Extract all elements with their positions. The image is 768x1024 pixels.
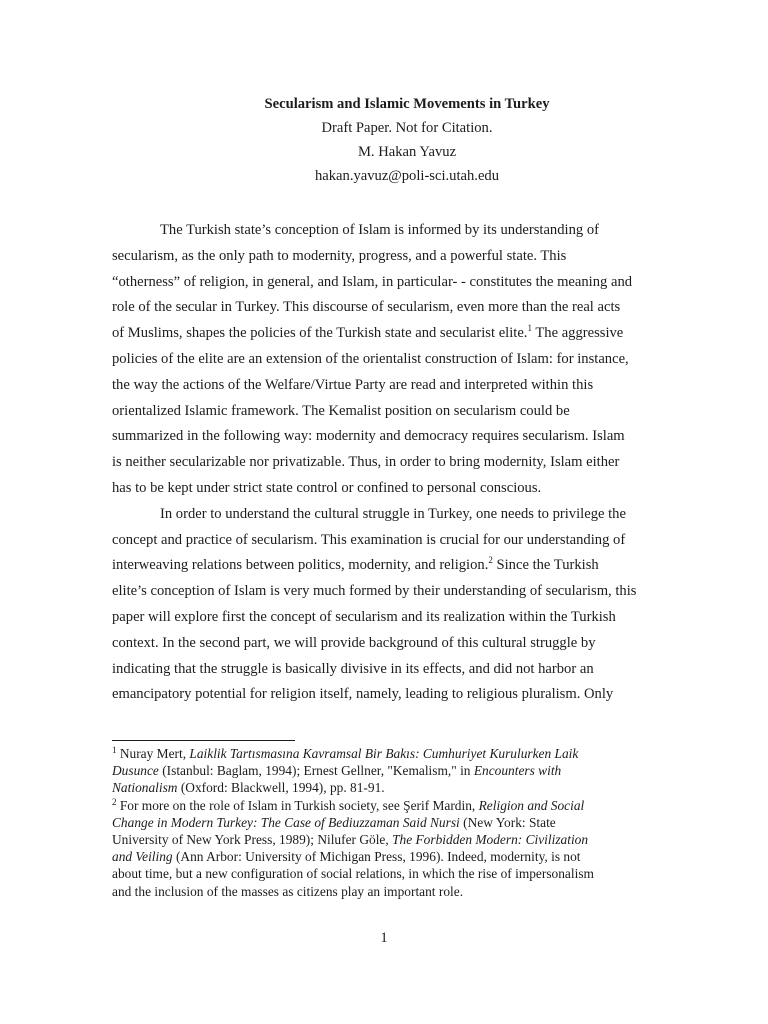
footnote-title: Encounters with [473, 763, 562, 779]
footnotes [112, 745, 668, 900]
footnote-2-line [112, 797, 668, 814]
footnote-2-line: about time, but a new configuration of social relations, in which the rise of impersonalism [112, 866, 594, 882]
footnote-text: (Istanbul: Baglam, 1994); Ernest Gellner, "Kemalism," in [158, 763, 474, 779]
paper-subtitle: Draft Paper. Not for Citation. [321, 120, 493, 136]
paragraph-2-line: paper will explore first the concept of secularism and its realization within the Turkish [112, 608, 616, 625]
footnote-ref-2[interactable]: 2 [488, 555, 493, 566]
footnote-mark-1: 1 [112, 745, 117, 755]
paragraph-1-line: policies of the elite are an extension of the orientalist construction of Islam: for instance, [112, 350, 629, 367]
footnote-title: Laiklik Tartısmasına Kavramsal Bir Bakıs: Cumhuriyet Kurulurken Laik [189, 746, 579, 761]
footnote-2-line [112, 831, 668, 848]
footnote-1-line [112, 745, 668, 762]
paragraph-1-line [112, 321, 660, 347]
footnote-text: University of New York Press, 1989); Nilufer Göle, [112, 832, 393, 848]
footnote-mark-2: 2 [112, 796, 117, 807]
footnote-2-line: and the inclusion of the masses as citizens play an important role. [112, 883, 464, 899]
footnote-title: Change in Modern Turkey: The Case of Bediuzzaman Said Nursi [112, 814, 460, 830]
footnote-2-line [112, 814, 668, 831]
paragraph-2-text: interweaving relations between politics, modernity, and religion. [112, 557, 489, 574]
footnote-ref-1[interactable]: 1 [527, 323, 532, 334]
footnote-1-line [112, 762, 668, 779]
paragraph-2-line: context. In the second part, we will provide background of this cultural struggle by [112, 634, 596, 651]
paragraph-1-line: “otherness” of religion, in general, and Islam, in particular- - constitutes the meaning and [112, 273, 633, 290]
paragraph-1-line: has to be kept under strict state control or confined to personal conscious. [112, 479, 542, 496]
page-number: 1 [380, 930, 388, 946]
paragraph-1-line: the way the actions of the Welfare/Virtue Party are read and interpreted within this [112, 376, 594, 393]
paragraph-1-line: role of the secular in Turkey. This discourse of secularism, even more than the real acts [112, 299, 621, 316]
footnote-text: (Oxford: Blackwell, 1994), pp. 81-91. [177, 780, 385, 796]
footnote-text: Nuray Mert, [116, 746, 190, 761]
paragraph-1-line: secularism, as the only path to modernity, progress, and a powerful state. This [112, 247, 567, 264]
footnote-text: For more on the role of Islam in Turkish society, see Şerif Mardin, [116, 797, 479, 813]
paper-header [112, 92, 702, 188]
footnote-title: and Veiling [112, 849, 173, 865]
paragraph-2-line: indicating that the struggle is basically divisive in its effects, and did not harbor an [112, 660, 594, 677]
footnote-2-line [112, 848, 668, 865]
footnote-title: Dusunce [112, 763, 159, 779]
paragraph-1-line: is neither secularizable nor privatizable. Thus, in order to bring modernity, Islam either [112, 454, 620, 471]
paragraph-2-text: Since the Turkish [492, 557, 599, 574]
footnote-title: Nationalism [112, 780, 178, 796]
author-name: M. Hakan Yavuz [357, 144, 457, 160]
paragraph-1-text: The aggressive [531, 325, 624, 342]
footnote-text: (Ann Arbor: University of Michigan Press, 1996). Indeed, modernity, is not [172, 849, 581, 865]
paragraph-1-line: summarized in the following way: modernity and democracy requires secularism. Islam [112, 428, 625, 445]
paragraph-2-line: elite’s conception of Islam is very much formed by their understanding of secularism, this [112, 583, 637, 600]
footnote-separator [112, 740, 295, 741]
footnote-1-line [112, 779, 668, 796]
footnote-text: (New York: State [459, 814, 556, 830]
paragraph-1-line: orientalized Islamic framework. The Kemalist position on secularism could be [112, 402, 570, 419]
paragraph-2-line: emancipatory potential for religion itself, namely, leading to religious pluralism. Only [112, 686, 614, 703]
paragraph-2-line: In order to understand the cultural struggle in Turkey, one needs to privilege the [160, 505, 626, 522]
paragraph-1-text: of Muslims, shapes the policies of the Turkish state and secularist elite. [112, 325, 528, 342]
paper-title: Secularism and Islamic Movements in Turkey [264, 96, 550, 112]
body-text [112, 218, 660, 708]
paragraph-2-line [112, 553, 660, 579]
paragraph-2-line: concept and practice of secularism. This examination is crucial for our understanding of [112, 531, 626, 548]
author-email: hakan.yavuz@poli-sci.utah.edu [314, 168, 500, 184]
footnote-title: Religion and Social [478, 797, 585, 813]
footnote-title: The Forbidden Modern: Civilization [392, 832, 589, 848]
paragraph-1-line: The Turkish state’s conception of Islam is informed by its understanding of [160, 222, 599, 238]
